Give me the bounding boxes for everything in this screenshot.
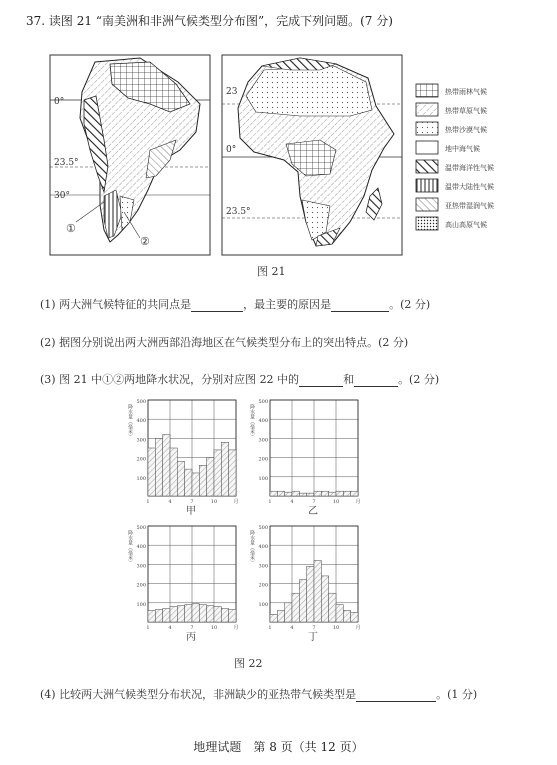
ytick-label: 500 xyxy=(136,399,146,405)
bar-9 xyxy=(329,492,336,496)
bar-3 xyxy=(285,603,292,622)
legend-swatch-5 xyxy=(416,179,438,192)
legend-label-1: 热带草原气候 xyxy=(445,107,487,115)
bar-1 xyxy=(270,614,277,622)
legend-swatch-1 xyxy=(416,103,438,116)
q1-blank-1 xyxy=(191,299,243,312)
xtick-label: 1 xyxy=(146,499,150,505)
xtick-label: 4 xyxy=(290,499,294,505)
q2-text: (2) 据图分别说出两大洲西部沿海地区在气候类型分布上的突出特点。(2 分) xyxy=(40,336,409,349)
bar-9 xyxy=(207,606,214,622)
bar-4 xyxy=(170,607,177,622)
chart-1 xyxy=(249,399,361,517)
sa-lat-30: 30° xyxy=(54,191,70,201)
subquestion-2 xyxy=(40,334,408,350)
xtick-label: 4 xyxy=(290,625,294,631)
bar-4 xyxy=(292,593,299,622)
bar-12 xyxy=(229,610,236,622)
q3-part-c: 。(2 分) xyxy=(398,373,440,386)
bar-1 xyxy=(270,491,277,496)
bar-2 xyxy=(155,610,162,622)
bar-3 xyxy=(163,609,170,622)
q1-part-a: (1) 两大洲气候特征的共同点是 xyxy=(40,298,192,311)
subquestion-3 xyxy=(40,371,439,387)
bar-6 xyxy=(307,493,314,496)
q1-part-c: 。(2 分) xyxy=(389,298,431,311)
xtick-label: 月 xyxy=(233,625,239,631)
chart-title-1: 乙 xyxy=(308,506,318,517)
page-footer: 地理试题 第 8 页（共 12 页） xyxy=(193,740,364,754)
legend-label-2: 热带沙漠气候 xyxy=(445,126,487,134)
chart-title-0: 甲 xyxy=(186,506,196,517)
xtick-label: 1 xyxy=(146,625,150,631)
xtick-label: 1 xyxy=(268,499,272,505)
legend-label-5: 温带大陆性气候 xyxy=(445,183,494,191)
legend-swatch-0 xyxy=(416,84,438,97)
xtick-label: 7 xyxy=(312,625,316,631)
ylabel: 降水量（毫米） xyxy=(127,530,133,565)
subquestion-4 xyxy=(40,686,477,702)
ytick-label: 300 xyxy=(258,437,268,444)
ytick-label: 300 xyxy=(136,563,146,570)
bar-9 xyxy=(329,593,336,622)
bar-12 xyxy=(229,450,236,496)
legend-label-7: 高山高原气候 xyxy=(445,221,487,229)
xtick-label: 月 xyxy=(233,499,239,505)
bar-10 xyxy=(336,491,343,496)
bar-6 xyxy=(185,469,192,496)
ytick-label: 400 xyxy=(258,418,268,425)
xtick-label: 4 xyxy=(168,499,172,505)
bar-6 xyxy=(307,566,314,622)
bar-9 xyxy=(207,458,214,496)
af-lat-0: 0° xyxy=(226,145,237,155)
ytick-label: 200 xyxy=(258,582,268,589)
ytick-label: 300 xyxy=(258,563,268,570)
bar-5 xyxy=(299,580,306,622)
ylabel: 降水量（毫米） xyxy=(249,530,255,565)
legend-swatch-7 xyxy=(416,217,438,230)
legend-label-6: 亚热带湿润气候 xyxy=(445,202,494,210)
xtick-label: 10 xyxy=(210,499,218,505)
ytick-label: 400 xyxy=(258,544,268,551)
bar-11 xyxy=(343,610,350,622)
legend-label-0: 热带雨林气候 xyxy=(445,88,487,96)
ytick-label: 400 xyxy=(136,544,146,551)
xtick-label: 7 xyxy=(312,499,316,505)
precipitation-charts xyxy=(0,390,557,670)
xtick-label: 1 xyxy=(268,625,272,631)
ytick-label: 100 xyxy=(136,475,146,482)
figure-22-caption: 图 22 xyxy=(234,657,263,670)
bar-3 xyxy=(285,492,292,496)
legend-swatch-3 xyxy=(416,141,438,154)
bar-8 xyxy=(199,465,206,496)
marker-1: ① xyxy=(66,222,76,235)
bar-10 xyxy=(214,450,221,496)
bar-6 xyxy=(185,605,192,622)
bar-12 xyxy=(351,612,358,622)
bar-7 xyxy=(192,473,199,496)
bar-8 xyxy=(321,576,328,622)
bar-10 xyxy=(214,607,221,622)
ytick-label: 500 xyxy=(258,525,268,531)
sa-lat-0: 0° xyxy=(54,97,65,107)
ytick-label: 200 xyxy=(136,582,146,589)
marker-2: ② xyxy=(140,235,150,248)
chart-2 xyxy=(127,525,239,643)
bar-11 xyxy=(221,442,228,496)
xtick-label: 7 xyxy=(190,625,194,631)
ytick-label: 300 xyxy=(136,437,146,444)
sa-lat-23: 23.5° xyxy=(54,158,79,168)
legend-label-4: 温带海洋性气候 xyxy=(445,164,494,172)
chart-title-2: 丙 xyxy=(186,632,196,643)
bar-2 xyxy=(155,438,162,496)
bar-8 xyxy=(321,491,328,496)
bar-7 xyxy=(192,604,199,622)
xtick-label: 10 xyxy=(210,625,218,631)
chart-3 xyxy=(249,525,361,643)
af-lat-23n: 23 xyxy=(226,87,238,97)
q4-part-a: (4) 比较两大洲气候类型分布状况，非洲缺少的亚热带气候类型是 xyxy=(40,688,357,701)
bar-1 xyxy=(148,448,155,496)
xtick-label: 10 xyxy=(332,499,340,505)
south-america-map xyxy=(50,55,210,255)
bar-5 xyxy=(299,493,306,496)
bar-2 xyxy=(277,610,284,622)
legend-label-3: 地中海气候 xyxy=(445,145,480,153)
bar-3 xyxy=(163,435,170,496)
chart-0 xyxy=(127,399,239,517)
xtick-label: 4 xyxy=(168,625,172,631)
question-number: 37. xyxy=(26,14,46,28)
xtick-label: 7 xyxy=(190,499,194,505)
bar-12 xyxy=(351,491,358,496)
bar-1 xyxy=(148,610,155,622)
bar-7 xyxy=(314,491,321,496)
q3-blank-1 xyxy=(299,374,343,387)
q1-blank-2 xyxy=(331,299,389,312)
question-text: 读图 21 “南美洲和非洲气候类型分布图”，完成下列问题。(7 分) xyxy=(48,14,393,28)
q3-part-a: (3) 图 21 中①②两地降水状况，分别对应图 22 中的 xyxy=(40,373,300,386)
bar-5 xyxy=(177,461,184,496)
q4-blank xyxy=(356,689,436,702)
bar-11 xyxy=(221,609,228,622)
climate-map-figure xyxy=(0,0,557,290)
chart-title-3: 丁 xyxy=(308,632,318,643)
subquestion-1 xyxy=(40,296,430,312)
q3-part-b: 和 xyxy=(343,373,355,386)
bar-7 xyxy=(314,561,321,622)
ytick-label: 400 xyxy=(136,418,146,425)
ytick-label: 100 xyxy=(258,601,268,608)
bar-8 xyxy=(199,605,206,622)
bar-11 xyxy=(343,491,350,496)
ytick-label: 100 xyxy=(258,475,268,482)
ylabel: 降水量（毫米） xyxy=(127,404,133,439)
ylabel: 降水量（毫米） xyxy=(249,404,255,439)
legend-swatch-4 xyxy=(416,160,438,173)
map-legend xyxy=(416,84,494,230)
legend-swatch-6 xyxy=(416,198,438,211)
ytick-label: 500 xyxy=(258,399,268,405)
ytick-label: 500 xyxy=(136,525,146,531)
xtick-label: 10 xyxy=(332,625,340,631)
bar-4 xyxy=(170,448,177,496)
figure-21-caption: 图 21 xyxy=(257,265,286,278)
africa-map xyxy=(222,55,402,255)
ytick-label: 100 xyxy=(136,601,146,608)
bar-4 xyxy=(292,491,299,496)
xtick-label: 月 xyxy=(355,499,361,505)
ytick-label: 200 xyxy=(258,456,268,463)
q4-part-b: 。(1 分) xyxy=(436,688,478,701)
xtick-label: 月 xyxy=(355,625,361,631)
ytick-label: 200 xyxy=(136,456,146,463)
bar-2 xyxy=(277,491,284,496)
bar-5 xyxy=(177,606,184,622)
legend-swatch-2 xyxy=(416,122,438,135)
q3-blank-2 xyxy=(354,374,398,387)
bar-10 xyxy=(336,605,343,622)
af-lat-23s: 23.5° xyxy=(226,207,251,217)
q1-part-b: ，最主要的原因是 xyxy=(243,298,332,311)
